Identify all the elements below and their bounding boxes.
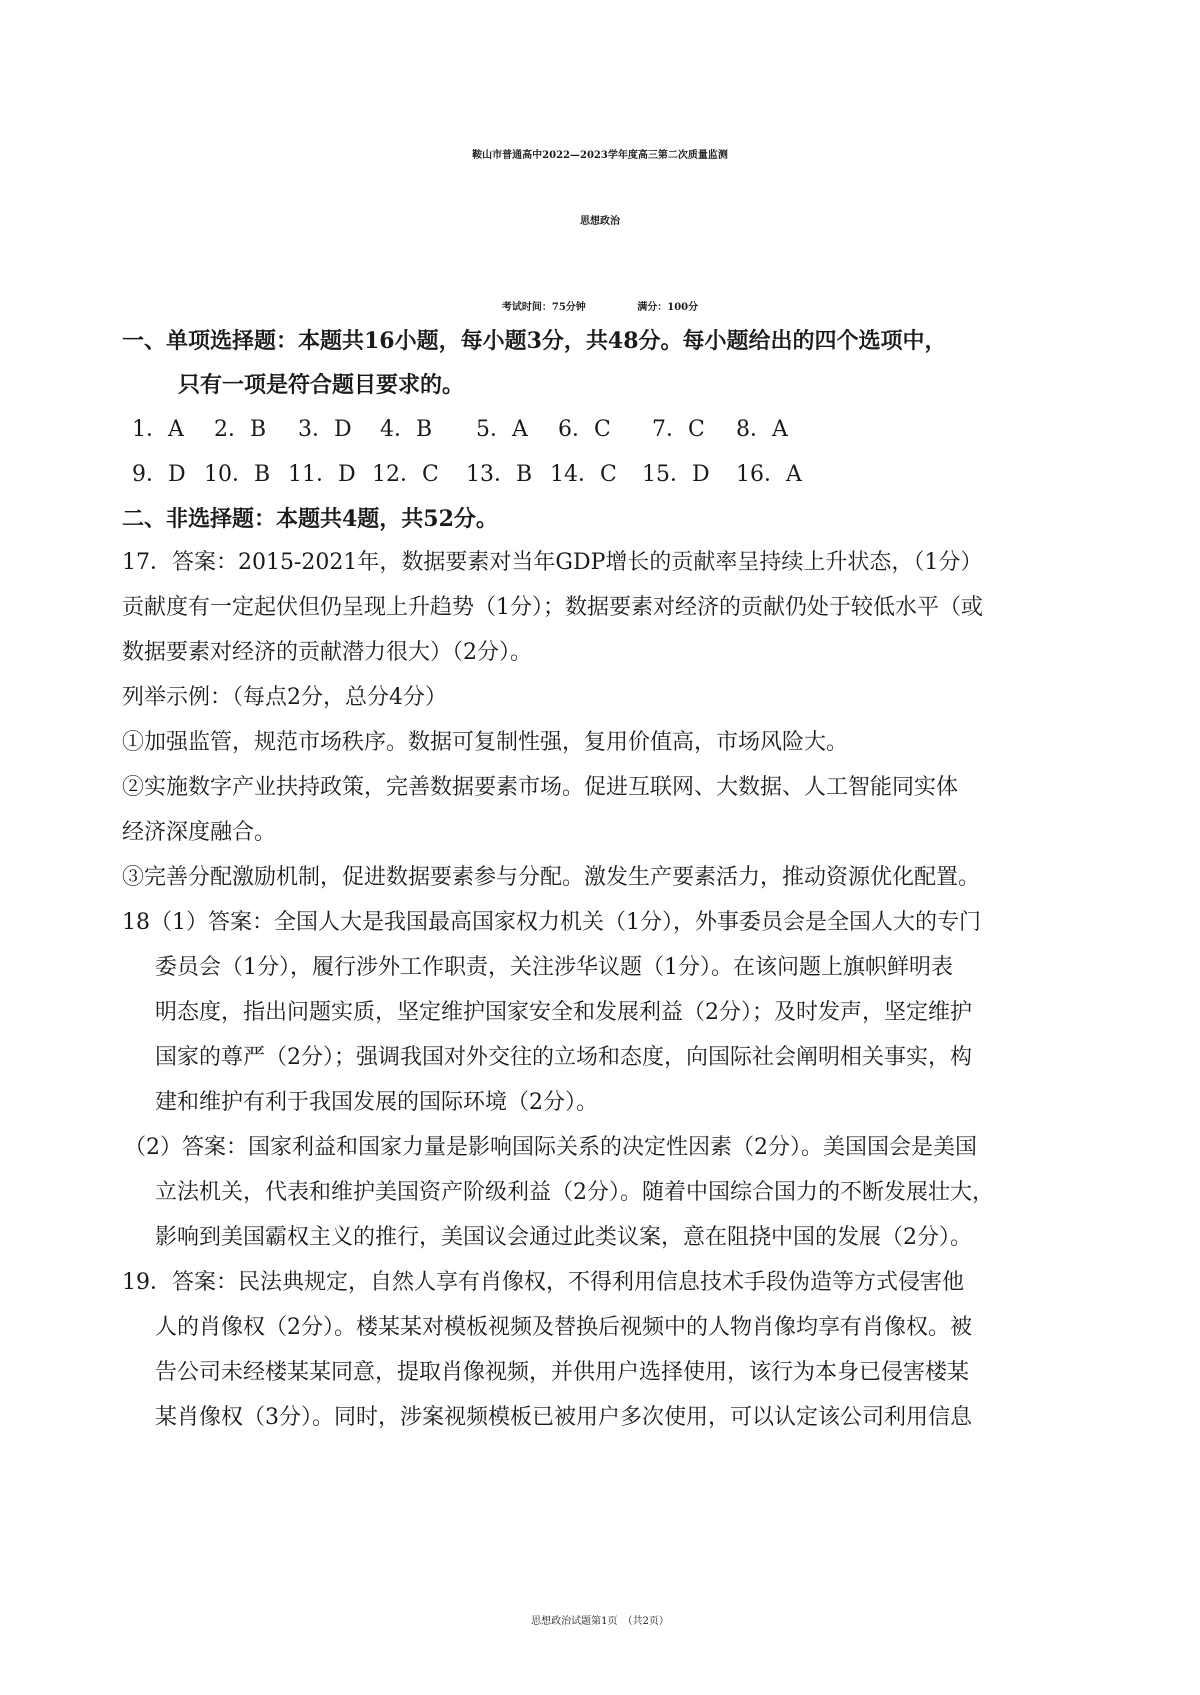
answer-item: 2．B [214, 417, 267, 442]
section1-heading-line2: 只有一项是符合题目要求的。 [178, 372, 465, 398]
answer-item: 5．A [476, 417, 528, 442]
q18-line: 国家的尊严（2分）；强调我国对外交往的立场和态度，向国际社会阐明相关事实，构 [155, 1045, 972, 1070]
answer-item: 4．B [380, 417, 433, 442]
q19-line: 某肖像权（3分）。同时，涉案视频模板已被用户多次使用，可以认定该公司利用信息 [155, 1405, 972, 1430]
q17-line: 数据要素对经济的贡献潜力很大）（2分）。 [122, 640, 532, 665]
q17-line: ①加强监管，规范市场秩序。数据可复制性强，复用价值高，市场风险大。 [122, 730, 849, 755]
q17-line: ②实施数字产业扶持政策，完善数据要素市场。促进互联网、大数据、人工智能同实体 [122, 775, 959, 800]
answer-item: 1．A [132, 417, 184, 442]
q18-line: 建和维护有利于我国发展的国际环境（2分）。 [155, 1090, 598, 1115]
q17-line: ③完善分配激励机制，促进数据要素参与分配。激发生产要素活力，推动资源优化配置。 [122, 865, 981, 890]
answer-item: 13．B [466, 462, 533, 487]
answer-row-2 [132, 460, 1032, 490]
exam-time: 考试时间：75分钟 [501, 302, 586, 313]
q18-line: 立法机关，代表和维护美国资产阶级利益（2分）。随着中国综合国力的不断发展壮大， [155, 1180, 994, 1205]
full-score: 满分：100分 [637, 302, 699, 313]
q17-line: 经济深度融合。 [122, 820, 277, 845]
answer-item: 16．A [736, 462, 802, 487]
answer-item: 7．C [652, 417, 705, 442]
answer-item: 14．C [550, 462, 617, 487]
answer-item: 8．A [736, 417, 788, 442]
exam-title: 鞍山市普通高中2022—2023学年度高三第二次质量监测 [472, 150, 728, 161]
answer-item: 9．D [132, 462, 186, 487]
answer-item: 15．D [642, 462, 710, 487]
q18-line: 明态度，指出问题实质，坚定维护国家安全和发展利益（2分）；及时发声，坚定维护 [155, 1000, 972, 1025]
q17-line: 17．答案：2015-2021年，数据要素对当年GDP增长的贡献率呈持续上升状态，（1分） [122, 550, 983, 575]
answer-item: 6．C [558, 417, 611, 442]
q17-line: 列举示例：（每点2分，总分4分） [122, 685, 447, 710]
q18-line: 18（1）答案：全国人大是我国最高国家权力机关（1分），外事委员会是全国人大的专门 [122, 910, 981, 935]
subject-title: 思想政治 [580, 216, 620, 227]
answer-item: 3．D [298, 417, 352, 442]
q18-line: （2）答案：国家利益和国家力量是影响国际关系的决定性因素（2分）。美国国会是美国 [124, 1135, 977, 1160]
q19-line: 19．答案：民法典规定，自然人享有肖像权，不得利用信息技术手段伪造等方式侵害他 [122, 1270, 964, 1295]
q18-line: 委员会（1分），履行涉外工作职责，关注涉华议题（1分）。在该问题上旗帜鲜明表 [155, 955, 953, 980]
answer-row-1 [132, 415, 1032, 445]
q18-line: 影响到美国霸权主义的推行，美国议会通过此类议案，意在阻挠中国的发展（2分）。 [155, 1225, 972, 1250]
answer-item: 11．D [288, 462, 356, 487]
section2-heading: 二、非选择题：本题共4题，共52分。 [122, 506, 498, 532]
page-footer: 思想政治试题第1页 （共2页） [531, 1616, 669, 1627]
q19-line: 告公司未经楼某某同意，提取肖像视频，并供用户选择使用，该行为本身已侵害楼某 [155, 1360, 970, 1385]
q19-line: 人的肖像权（2分）。楼某某对模板视频及替换后视频中的人物肖像均享有肖像权。被 [155, 1315, 972, 1340]
q17-line: 贡献度有一定起伏但仍呈现上升趋势（1分）；数据要素对经济的贡献仍处于较低水平（或 [122, 595, 983, 620]
answer-item: 10．B [204, 462, 271, 487]
answer-item: 12．C [372, 462, 439, 487]
section1-heading-line1: 一、单项选择题：本题共16小题，每小题3分，共48分。每小题给出的四个选项中， [122, 328, 947, 354]
exam-meta [0, 298, 1200, 313]
